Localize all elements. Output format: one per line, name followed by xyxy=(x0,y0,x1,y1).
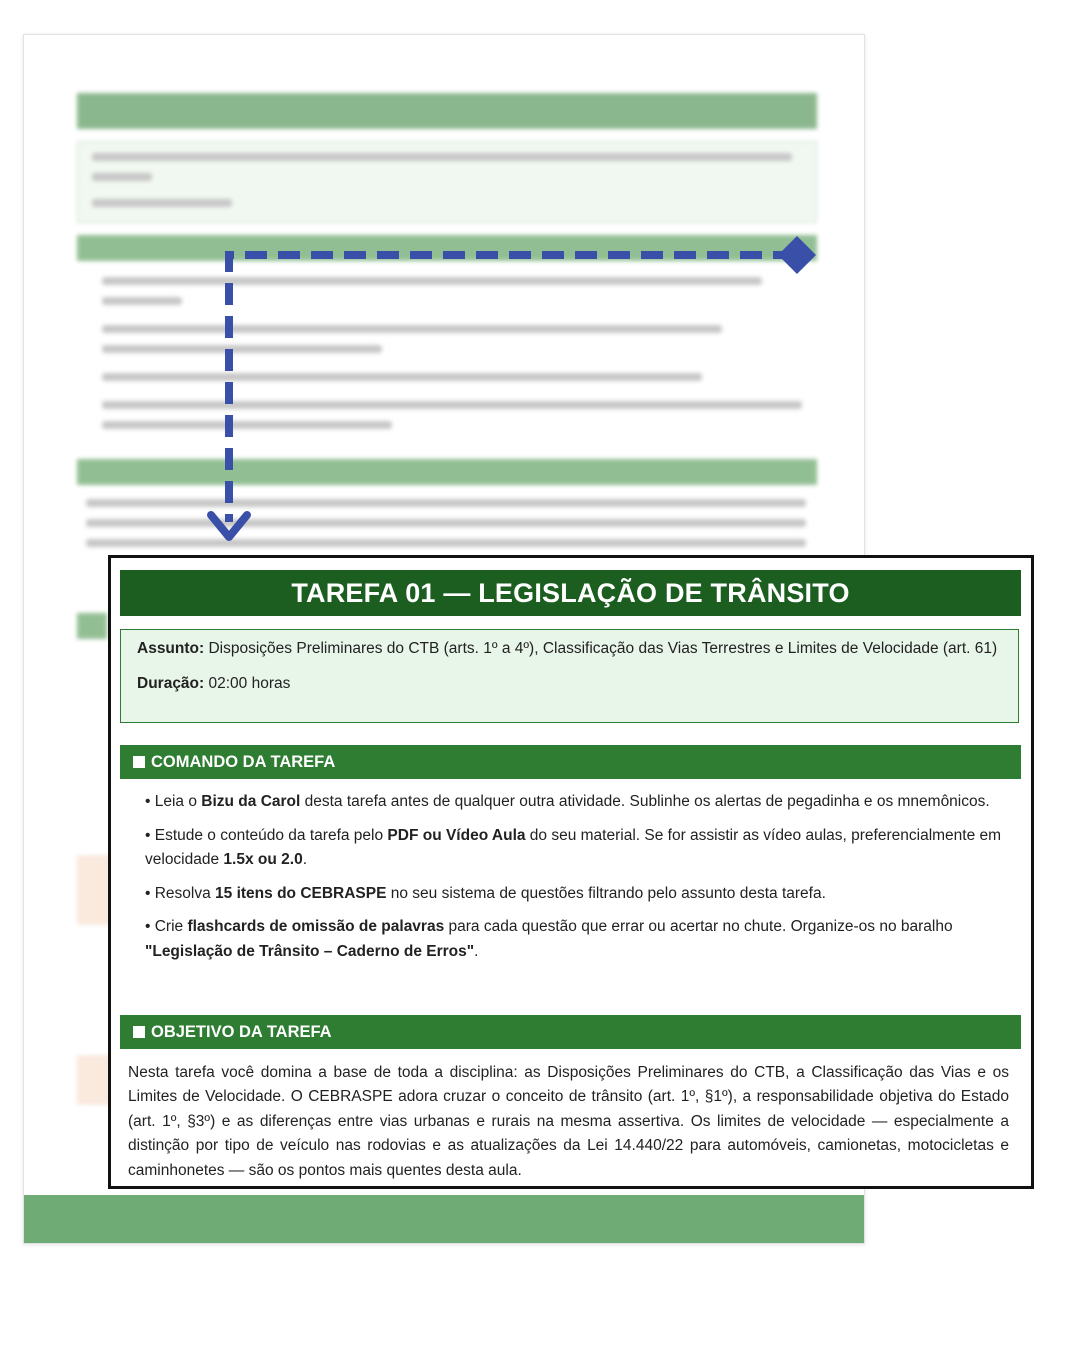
subject-label: Assunto: xyxy=(137,640,205,657)
bullet-text: • Leia o xyxy=(145,793,202,810)
bullet-bold-text: 15 itens do CEBRASPE xyxy=(215,884,387,902)
subject-value: Disposições Preliminares do CTB (arts. 1º a 4º), Classificação das Vias Terrestres e Limites de Velocidade (art. 61) xyxy=(208,640,998,657)
dashed-arrow-line xyxy=(229,255,795,522)
list-item xyxy=(145,790,1015,815)
duration-value: 02:00 horas xyxy=(208,675,291,692)
square-icon xyxy=(133,1026,145,1038)
objective-paragraph: Nesta tarefa você domina a base de toda a disciplina: as Disposições Preliminares do CTB, a Classificação das Vias e os Limites de Velocidade. O CEBRASPE adora cruzar o conceito de trânsito (art. 1º, §1º), a responsabilidade objetiva do Estado (art. 1º, §3º) e as diferenças entre vias urbanas e rurais na mesma assertiva. Os limites de velocidade — especialmente a distinção por tipo de veículo nas rodovias e as atualizações da Lei 14.440/22 para automóveis, camionetas, motocicletas e caminhonetes — são os pontos mais quentes desta aula. xyxy=(128,1064,1009,1179)
bullet-bold-text: "Legislação de Trânsito – Caderno de Erros" xyxy=(145,942,475,960)
bullet-text: • Resolva xyxy=(145,884,216,902)
bullet-bold-text: PDF ou Vídeo Aula xyxy=(387,826,526,844)
bullet-text: . xyxy=(474,942,479,960)
bullet-text: do seu material. Se for assistir as vídeo aulas, preferencialmente em velocidade xyxy=(145,826,1002,868)
duration-line xyxy=(137,672,1003,696)
command-section-header xyxy=(120,745,1021,779)
bullet-bold-text: 1.5x ou 2.0 xyxy=(223,851,303,868)
bullet-text: no seu sistema de questões filtrando pelo assunto desta tarefa. xyxy=(386,884,826,902)
task-title: TAREFA 01 — LEGISLAÇÃO DE TRÂNSITO xyxy=(120,570,1021,616)
list-item xyxy=(145,824,1015,873)
bullet-text: • Crie xyxy=(145,918,188,935)
duration-label: Duração: xyxy=(137,675,205,692)
objective-section-title: OBJETIVO DA TAREFA xyxy=(151,1023,332,1041)
objective-section-header xyxy=(120,1015,1021,1049)
subject-line xyxy=(137,637,1003,661)
bullet-bold-text: Bizu da Carol xyxy=(201,793,301,810)
command-section-title: COMANDO DA TAREFA xyxy=(151,753,336,771)
diamond-icon xyxy=(778,236,816,274)
command-bullet-list xyxy=(145,790,1015,973)
zoomed-task-card xyxy=(108,555,1034,1189)
bullet-text: . xyxy=(302,851,307,868)
bullet-text: • Estude o conteúdo da tarefa pelo xyxy=(145,826,388,844)
bullet-text: para cada questão que errar ou acertar no chute. Organize-os no baralho xyxy=(444,918,953,935)
square-icon xyxy=(133,756,145,768)
list-item xyxy=(145,882,1015,907)
bullet-text: desta tarefa antes de qualquer outra atividade. Sublinhe os alertas de pegadinha e os mnemônicos. xyxy=(300,793,990,810)
bullet-bold-text: flashcards de omissão de palavras xyxy=(187,918,445,935)
list-item xyxy=(145,915,1015,964)
task-info-box xyxy=(120,629,1019,723)
